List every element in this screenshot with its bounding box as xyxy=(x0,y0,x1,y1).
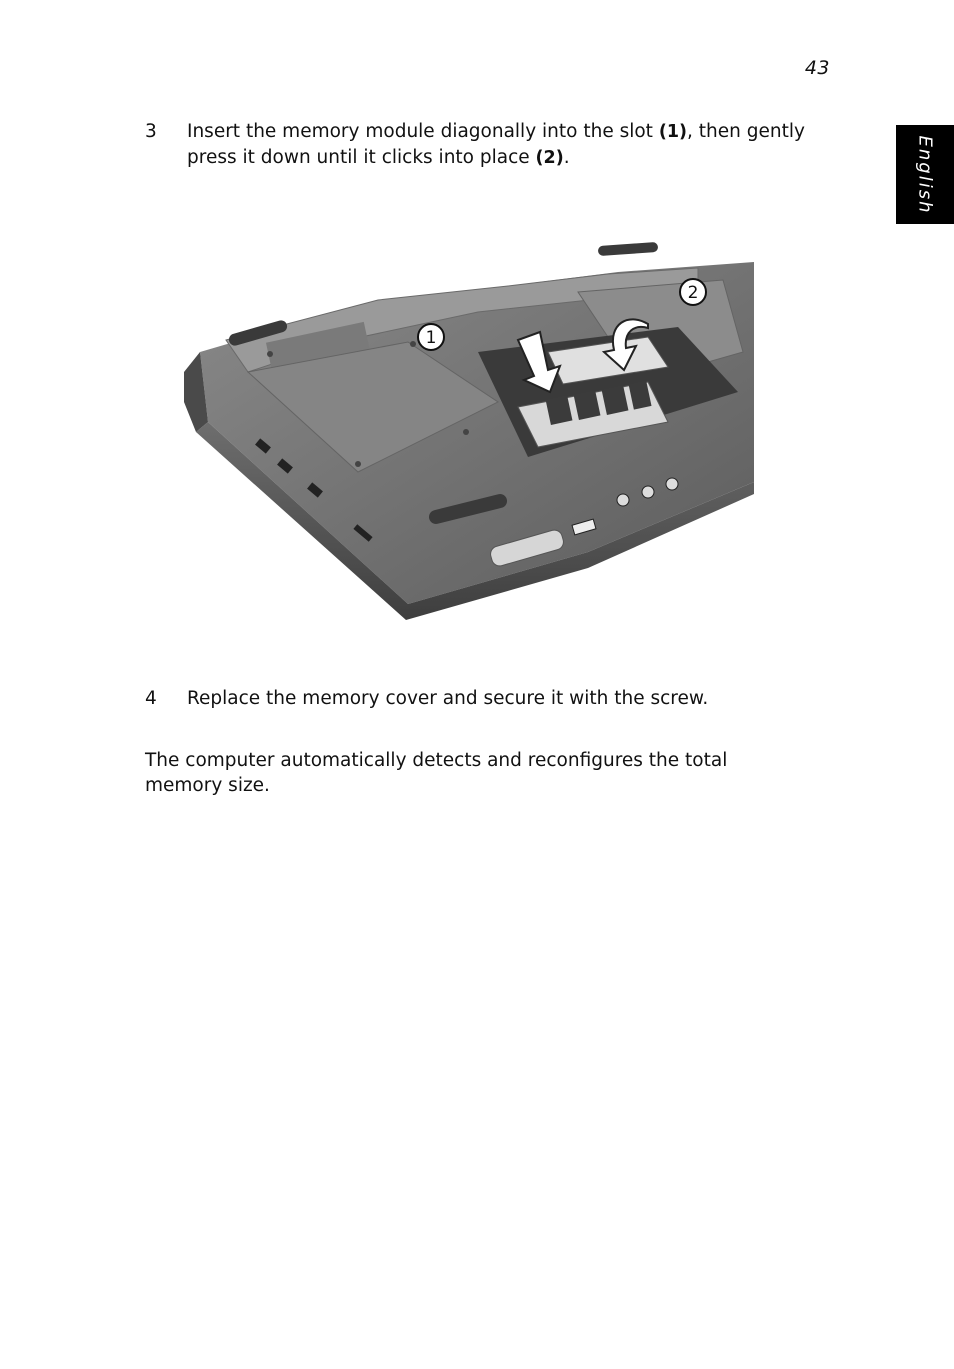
audio-jack-icon xyxy=(666,478,678,490)
callout-1 xyxy=(418,324,444,350)
slot-reference: (1) xyxy=(658,122,688,142)
memory-installation-illustration xyxy=(178,232,754,622)
step-text-part: . xyxy=(563,147,570,168)
screw-icon xyxy=(463,429,469,435)
step-text-part: Insert the memory module diagonally into the slot xyxy=(187,121,659,142)
step-text-part: , then gently press it down until it clicks into place xyxy=(187,121,805,168)
step-text: Replace the memory cover and secure it with the screw. xyxy=(187,688,709,709)
screw-icon xyxy=(267,351,273,357)
rubber-foot xyxy=(598,242,659,256)
step-number: 4 xyxy=(145,688,157,709)
language-tab xyxy=(896,125,954,224)
screw-icon xyxy=(410,341,416,347)
page-number: 43 xyxy=(804,57,830,79)
place-reference: (2) xyxy=(535,148,564,168)
memory-detection-note: The computer automatically detects and reconfigures the total memory size. xyxy=(145,750,728,796)
callout-1-label: 1 xyxy=(425,328,437,348)
audio-jack-icon xyxy=(617,494,629,506)
step-number: 3 xyxy=(145,121,157,142)
audio-jack-icon xyxy=(642,486,654,498)
callout-2 xyxy=(680,279,706,305)
language-tab-label: English xyxy=(914,135,936,214)
callout-2-label: 2 xyxy=(687,283,699,303)
screw-icon xyxy=(355,461,361,467)
step-3 xyxy=(145,119,835,174)
step-text xyxy=(187,119,835,171)
step-4 xyxy=(145,686,835,716)
